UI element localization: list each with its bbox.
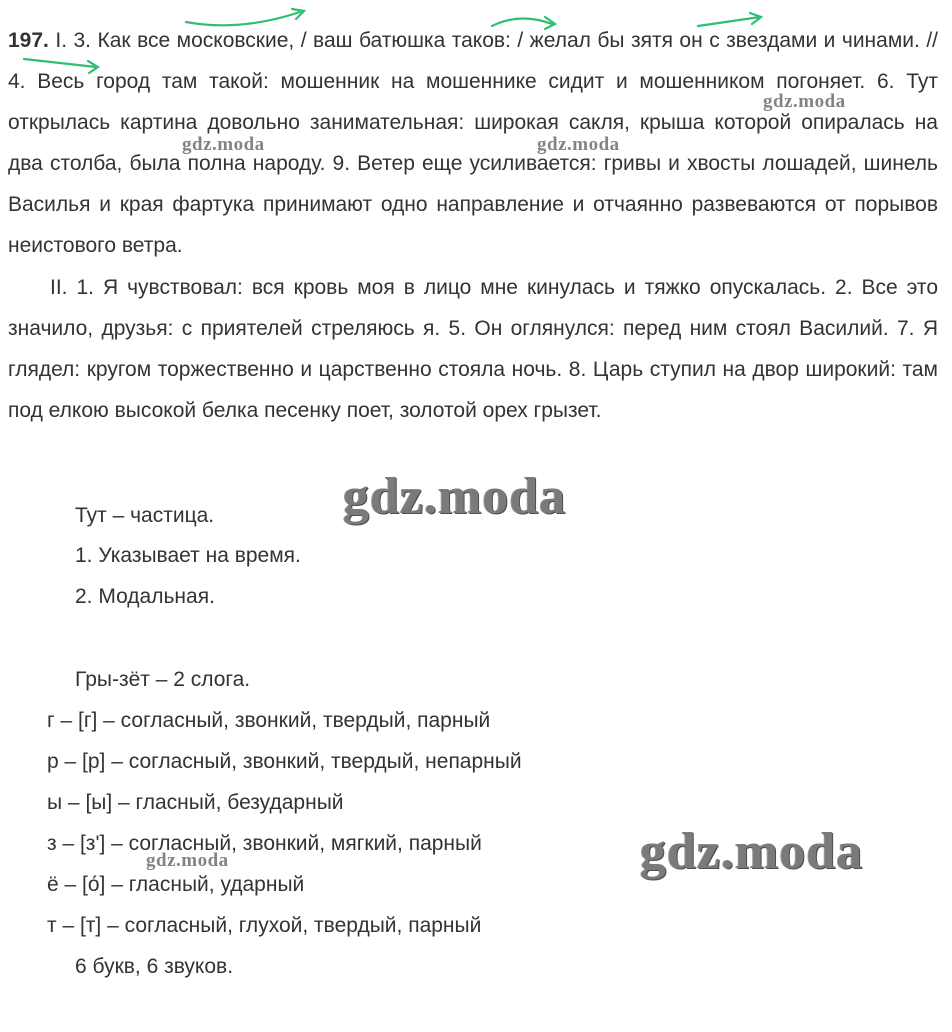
phonetic-line-6: т – [т] – согласный, глухой, твердый, парный <box>47 914 482 937</box>
watermark-small-3: gdz.moda <box>537 134 620 155</box>
watermark-small-1: gdz.moda <box>763 91 846 112</box>
phonetic-line-2: р – [р] – согласный, звонкий, твердый, непарный <box>47 750 522 773</box>
summary-line: 6 букв, 6 звуков. <box>75 955 234 978</box>
arrow-2 <box>492 17 555 29</box>
particle-item-2: 2. Модальная. <box>75 585 215 608</box>
task-part-1-text: I. 3. Как все московские, / ваш батюшка таков: / желал бы зятя он с звездами и чинами. // 4. Весь город там такой: мошенник на мошеннике сидит и мошенником погоняет. 6. Тут открылась картина довольно занимательная: широкая сакля, крыша которой опиралась на два столба, была полна народу. 9. Ветер еще усиливается: гривы и хвосты лошадей, шинель Василья и края фартука принимают одно направление и отчаянно развеваются от порывов неистового ветра. <box>8 29 938 257</box>
task-number: 197. <box>8 29 49 52</box>
watermark-small-4: gdz.moda <box>146 850 229 871</box>
phonetic-line-1: г – [г] – согласный, звонкий, твердый, парный <box>47 709 491 732</box>
particle-item-1: 1. Указывает на время. <box>75 544 301 567</box>
phonetic-line-4: з – [з'] – согласный, звонкий, мягкий, парный <box>47 832 482 855</box>
particle-title: Тут – частица. <box>75 504 215 527</box>
syllables-line: Гры-зёт – 2 слога. <box>75 668 251 691</box>
arrow-3 <box>698 13 761 26</box>
watermark-large-2: gdz.moda <box>640 823 864 880</box>
task-part-2-text: II. 1. Я чувствовал: вся кровь моя в лицо мне кинулась и тяжко опускалась. 2. Все это значило, друзья: с приятелей стреляюсь я. 5. Он оглянулся: перед ним стоял Василий. 7. Я глядел: кругом торжественно и царственно стояла ночь. 8. Царь ступил на двор широкий: там под елкою высокой белка песенку поет, золотой орех грызет. <box>8 276 938 422</box>
arrow-1 <box>186 9 304 25</box>
watermark-large-1: gdz.moda <box>343 468 567 525</box>
phonetic-line-3: ы – [ы] – гласный, безударный <box>47 791 344 814</box>
arrow-4 <box>24 59 98 73</box>
watermark-small-2: gdz.moda <box>182 134 265 155</box>
phonetic-line-5: ё – [о́] – гласный, ударный <box>47 873 305 896</box>
